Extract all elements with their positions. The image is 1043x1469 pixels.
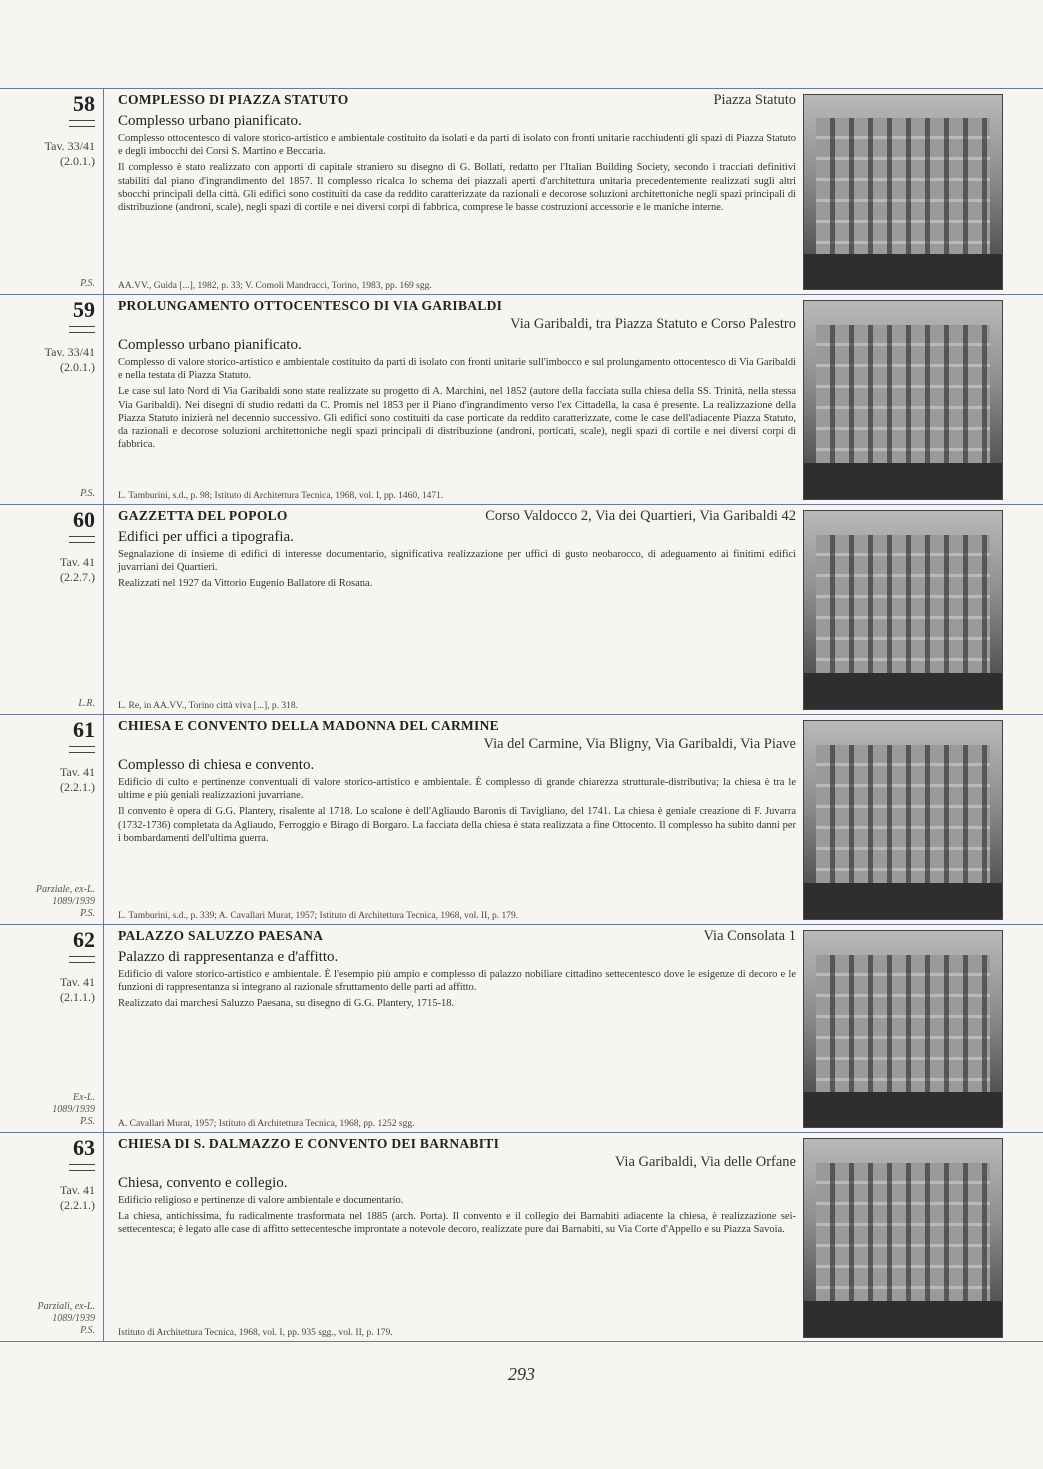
entry-sidebar bbox=[0, 925, 104, 1132]
classification-code: (2.2.1.) bbox=[60, 1198, 95, 1212]
entry-body bbox=[118, 89, 796, 294]
entry-address: Via Consolata 1 bbox=[703, 928, 796, 944]
building-photo bbox=[803, 930, 1003, 1128]
entry-address: Via del Carmine, Via Bligny, Via Garibaldi, Via Piave bbox=[483, 736, 796, 752]
entry-type: Palazzo di rappresentanza e d'affitto. bbox=[118, 949, 339, 965]
entry-body bbox=[118, 925, 796, 1132]
entry-paragraph: Segnalazione di insieme di edifici di interesse documentario, significativa realizzazione per uffici di gusto neobarocco, di adeguamento ai finitimi edifici juvarriani dei Quartieri. bbox=[118, 549, 796, 574]
author-initials: Parziale, ex-L. 1089/1939 P.S. bbox=[35, 884, 95, 919]
entry-body bbox=[118, 715, 796, 924]
author-initials: P.S. bbox=[80, 278, 95, 289]
entry-title: CHIESA DI S. DALMAZZO E CONVENTO DEI BARNABITI bbox=[118, 1136, 500, 1151]
author-initials: P.S. bbox=[80, 488, 95, 499]
entry-reference: L. Re, in AA.VV., Torino città viva [...], p. 318. bbox=[118, 701, 298, 711]
entry-number: 58 bbox=[73, 91, 95, 116]
entry-address: Corso Valdocco 2, Via dei Quartieri, Via Garibaldi 42 bbox=[485, 508, 796, 524]
entry-58 bbox=[0, 88, 1043, 294]
building-photo bbox=[803, 300, 1003, 500]
entry-paragraph: Complesso ottocentesco di valore storico-artistico e ambientale costituito da isolati e da parti di isolato con fronti unitarie racchiudenti gli spazi di Piazza Statuto e degli imbocchi dei Corsi S. Martino e Beccaria. bbox=[118, 133, 796, 158]
number-rule bbox=[69, 746, 95, 753]
classification-code: (2.2.7.) bbox=[60, 570, 95, 584]
entry-paragraph: Edificio di valore storico-artistico e ambientale. È l'esempio più ampio e complesso di palazzo nobiliare cittadino settecentesco dove le esigenze di decoro e le funzioni di rappresentanza si integrano al razionale sfruttamento delle parti ad affitto. bbox=[118, 969, 796, 994]
entry-type: Edifici per uffici a tipografia. bbox=[118, 529, 294, 545]
entry-address: Piazza Statuto bbox=[713, 92, 796, 108]
tavola-ref: Tav. 41 bbox=[59, 1183, 95, 1197]
entry-sidebar bbox=[0, 715, 104, 924]
building-photo bbox=[803, 94, 1003, 290]
entry-reference: Istituto di Architettura Tecnica, 1968, vol. I, pp. 935 sgg., vol. II, p. 179. bbox=[118, 1328, 393, 1338]
classification-code: (2.0.1.) bbox=[60, 360, 95, 374]
entry-number: 62 bbox=[73, 927, 95, 952]
entry-number: 61 bbox=[73, 717, 95, 742]
author-initials: Ex-L. 1089/1939 P.S. bbox=[52, 1092, 95, 1127]
catalogue-page bbox=[0, 88, 1043, 1342]
entry-paragraph: Il convento è opera di G.G. Plantery, risalente al 1718. Lo scalone è dell'Agliaudo Baronis di Tavigliano, del 1741. La chiesa è geniale creazione di F. Juvarra (1732-1736) completata da Agliaudo, Ferroggio e Birago di Borgaro. La facciata della chiesa è stata realizzata a fine Ottocento. Il complesso ha subito danni per i bombardamenti dell'ultima guerra. bbox=[118, 806, 796, 844]
entry-62 bbox=[0, 924, 1043, 1132]
number-rule bbox=[69, 536, 95, 543]
entry-address: Via Garibaldi, Via delle Orfane bbox=[614, 1154, 796, 1170]
entry-body bbox=[118, 505, 796, 714]
entry-title: PALAZZO SALUZZO PAESANA bbox=[118, 928, 324, 943]
classification-code: (2.0.1.) bbox=[60, 154, 95, 168]
building-photo bbox=[803, 1138, 1003, 1338]
entry-63 bbox=[0, 1132, 1043, 1342]
entry-61 bbox=[0, 714, 1043, 924]
entry-reference: L. Tamburini, s.d., p. 98; Istituto di Architettura Tecnica, 1968, vol. I, pp. 1460, 1471. bbox=[118, 491, 444, 501]
entry-paragraph: Complesso di valore storico-artistico e ambientale costituito da parti di isolato con fronti unitarie sull'imbocco e sul prolungamento ottocentesco di Via Garibaldi e nella testata di Piazza Statuto. bbox=[118, 357, 796, 382]
entry-paragraph: Realizzati nel 1927 da Vittorio Eugenio Ballatore di Rosana. bbox=[118, 578, 373, 590]
entry-paragraph: Il complesso è stato realizzato con apporti di capitale straniero su disegno di G. Bollati, redatto per l'Italian Building Society, secondo i tracciati definitivi stabiliti dal piano d'ingrandimento del 1857. Il complesso ricalca lo schema dei piazzali aperti d'architettura unitaria precedentemente realizzati sugli altri sbocchi principali della città. Gli edifici sono costituiti da case da reddito caratterizzate da razionali e decorose soluzioni architettoniche negli spazi principali di distribuzione (androni, scale), negli spazi di cortile e nei diversi corpi di fabbrica, comprese le basse costruzioni accessorie e le maniche interne. bbox=[118, 162, 796, 214]
number-rule bbox=[69, 1164, 95, 1171]
entry-number: 63 bbox=[73, 1135, 95, 1160]
entry-paragraph: La chiesa, antichissima, fu radicalmente trasformata nel 1885 (arch. Porta). Il convento e il collegio dei Barnabiti adiacente la chiesa, è realizzazione sei-settecentesca; è legato alle case di affitto settecentesche improntate a notevole decoro, realizzate pure dai Barnabiti, su Via Corte d'Appello e su Piazza Savoia. bbox=[118, 1211, 796, 1236]
entry-title: PROLUNGAMENTO OTTOCENTESCO DI VIA GARIBALDI bbox=[118, 298, 503, 313]
classification-code: (2.2.1.) bbox=[60, 780, 95, 794]
entry-title: COMPLESSO DI PIAZZA STATUTO bbox=[118, 92, 349, 107]
entry-sidebar bbox=[0, 505, 104, 714]
entry-paragraph: Le case sul lato Nord di Via Garibaldi sono state realizzate su progetto di A. Marchini, nel 1852 (autore della facciata sulla chiesa della SS. Trinità, nella stessa Via Garibaldi). Nei disegni di studio redatti da C. Promis nel 1853 per il Piano d'ingrandimento verso l'ex Cittadella, la casa è presente. La realizzazione della Piazza Statuto inizierà nel decennio successivo. Gli edifici sono costituiti da case porticate da reddito caratterizzate, come le case dell'adiacente Piazza Statuto, da razionali e decorose soluzioni architettoniche negli spazi principali di distribuzione (androni, porticati, scale), negli spazi di cortile e nei diversi corpi di fabbrica. bbox=[118, 386, 796, 451]
tavola-ref: Tav. 33/41 bbox=[44, 345, 95, 359]
entry-type: Complesso urbano pianificato. bbox=[118, 337, 302, 353]
number-rule bbox=[69, 120, 95, 127]
page-number: 293 bbox=[508, 1364, 535, 1384]
entry-title: GAZZETTA DEL POPOLO bbox=[118, 508, 288, 523]
entry-body bbox=[118, 295, 796, 504]
entry-sidebar bbox=[0, 295, 104, 504]
tavola-ref: Tav. 33/41 bbox=[44, 139, 95, 153]
number-rule bbox=[69, 326, 95, 333]
author-initials: Parziali, ex-L. 1089/1939 P.S. bbox=[37, 1301, 95, 1336]
entry-number: 60 bbox=[73, 507, 95, 532]
entry-sidebar bbox=[0, 89, 104, 294]
entry-59 bbox=[0, 294, 1043, 504]
entry-address: Via Garibaldi, tra Piazza Statuto e Corso Palestro bbox=[510, 316, 796, 332]
tavola-ref: Tav. 41 bbox=[59, 555, 95, 569]
entry-reference: A. Cavallari Murat, 1957; Istituto di Architettura Tecnica, 1968, pp. 1252 sgg. bbox=[118, 1119, 415, 1129]
entry-type: Complesso di chiesa e convento. bbox=[118, 757, 315, 773]
entry-reference: L. Tamburini, s.d., p. 339; A. Cavallari Murat, 1957; Istituto di Architettura Tecnica, 1968, vol. II, p. 179. bbox=[118, 911, 519, 921]
entry-paragraph: Realizzato dai marchesi Saluzzo Paesana, su disegno di G.G. Plantery, 1715-18. bbox=[118, 998, 455, 1010]
entry-sidebar bbox=[0, 1133, 104, 1341]
entry-paragraph: Edificio religioso e pertinenze di valore ambientale e documentario. bbox=[118, 1195, 404, 1206]
entry-reference: AA.VV., Guida [...], 1982, p. 33; V. Comoli Mandracci, Torino, 1983, pp. 169 sgg. bbox=[118, 281, 432, 291]
tavola-ref: Tav. 41 bbox=[59, 765, 95, 779]
classification-code: (2.1.1.) bbox=[60, 990, 95, 1004]
building-photo bbox=[803, 720, 1003, 920]
building-photo bbox=[803, 510, 1003, 710]
entry-60 bbox=[0, 504, 1043, 714]
entry-type: Complesso urbano pianificato. bbox=[118, 113, 302, 129]
entry-number: 59 bbox=[73, 297, 95, 322]
entry-type: Chiesa, convento e collegio. bbox=[118, 1175, 288, 1191]
entry-title: CHIESA E CONVENTO DELLA MADONNA DEL CARMINE bbox=[118, 718, 499, 733]
number-rule bbox=[69, 956, 95, 963]
entry-paragraph: Edificio di culto e pertinenze conventuali di valore storico-artistico e ambientale. È complesso di grande chiarezza strutturale-distributiva; la chiesa è tra le ultime e più geniali realizzazioni juvarriane. bbox=[118, 777, 796, 802]
tavola-ref: Tav. 41 bbox=[59, 975, 95, 989]
entry-body bbox=[118, 1133, 796, 1341]
author-initials: L.R. bbox=[78, 698, 95, 709]
